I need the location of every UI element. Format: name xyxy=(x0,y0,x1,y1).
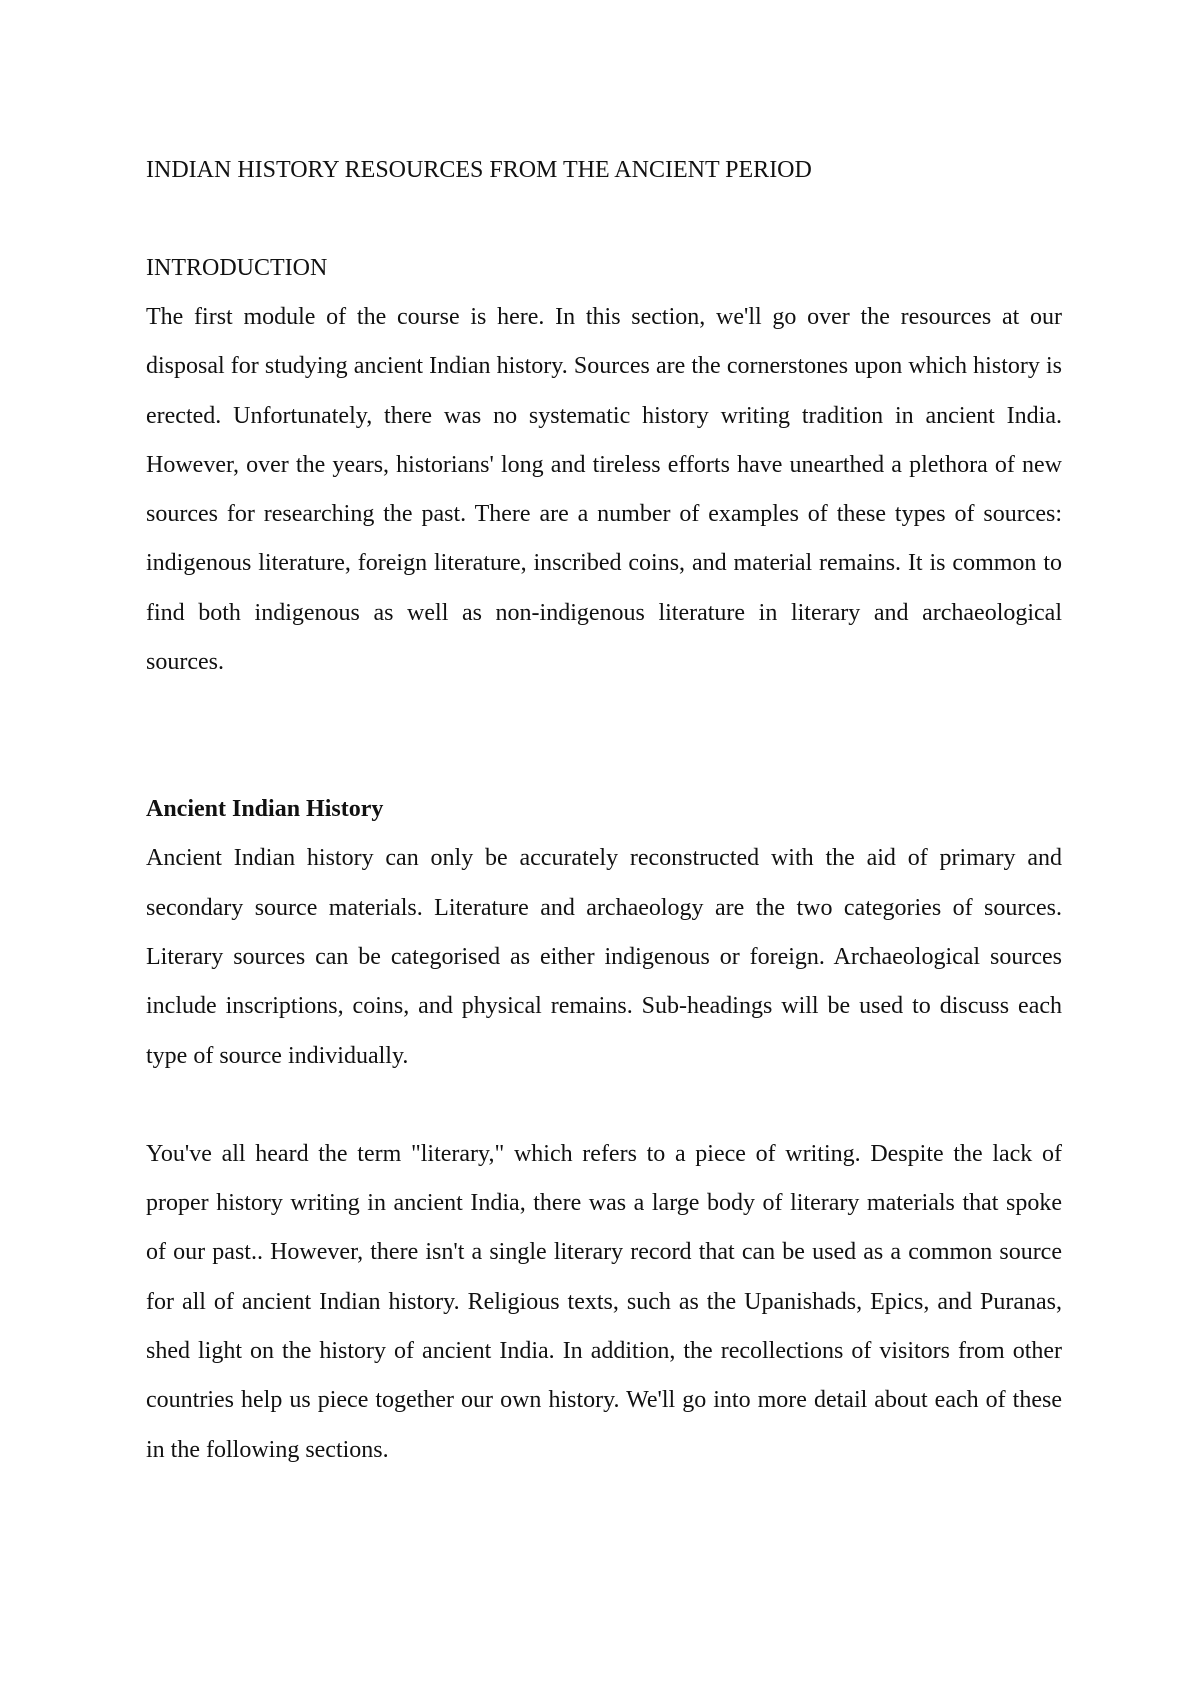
ancient-history-paragraph-1: Ancient Indian history can only be accurately reconstructed with the aid of primary and secondary source materials. Literature and archaeology are the two categories of sources. Literary sources can be categorised as either indigenous or foreign. Archaeological sources include inscriptions, coins, and physical remains. Sub-headings will be used to discuss each type of source individually. xyxy=(146,845,1062,1069)
document-title: INDIAN HISTORY RESOURCES FROM THE ANCIENT PERIOD xyxy=(146,157,812,183)
introduction-heading: INTRODUCTION xyxy=(146,255,328,281)
introduction-paragraph: The first module of the course is here. In this section, we'll go over the resources at our disposal for studying ancient Indian history. Sources are the cornerstones upon which history is erected. Unfortunately, there was no systematic history writing tradition in ancient India. However, over the years, historians' long and tireless efforts have unearthed a plethora of new sources for researching the past. There are a number of examples of these types of sources: indigenous literature, foreign literature, inscribed coins, and material remains. It is common to find both indigenous as well as non-indigenous literature in literary and archaeological sources. xyxy=(146,304,1062,676)
document-body xyxy=(146,146,1062,1475)
ancient-history-paragraph-2: You've all heard the term "literary," which refers to a piece of writing. Despite the lack of proper history writing in ancient India, there was a large body of literary materials that spoke of our past.. However, there isn't a single literary record that can be used as a common source for all of ancient Indian history. Religious texts, such as the Upanishads, Epics, and Puranas, shed light on the history of ancient India. In addition, the recollections of visitors from other countries help us piece together our own history. We'll go into more detail about each of these in the following sections. xyxy=(146,1140,1062,1463)
ancient-indian-history-heading: Ancient Indian History xyxy=(146,796,384,823)
